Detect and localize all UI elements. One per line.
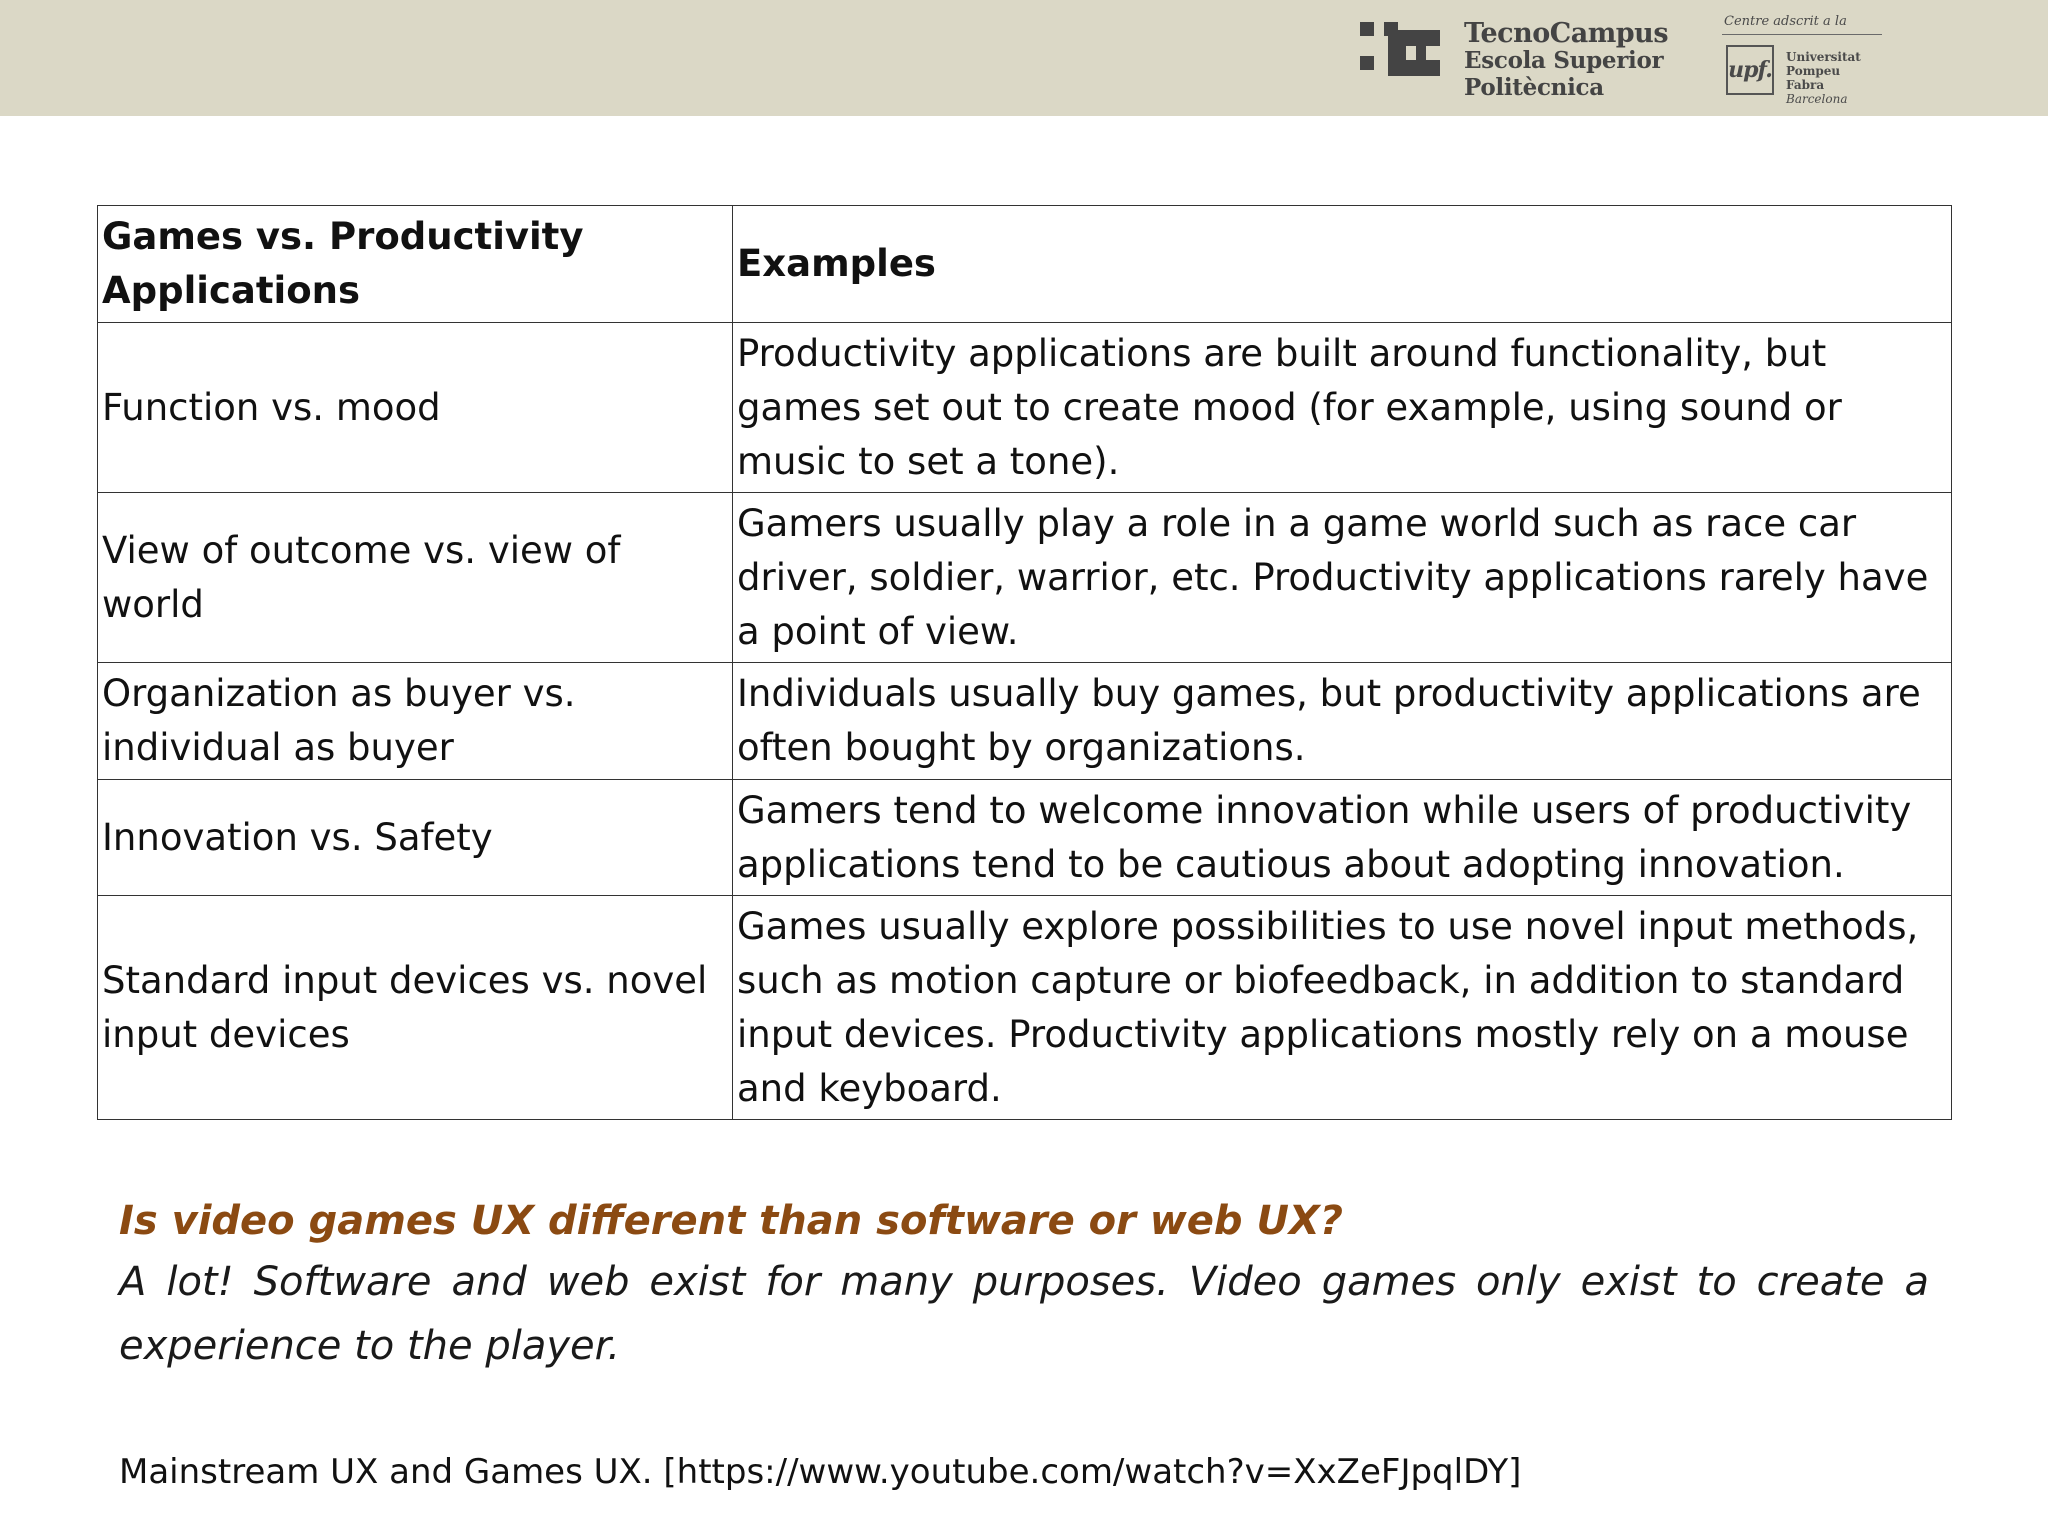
source-citation: Mainstream UX and Games UX. [https://www.youtube.com/watch?v=XxZeFJpqlDY] <box>119 1452 1522 1492</box>
comparison-table <box>97 205 1952 1120</box>
example-cell: Gamers usually play a role in a game world such as race car driver, soldier, warrior, etc. Productivity applications rarely have a point of view. <box>733 493 1952 663</box>
table-row <box>98 323 1952 493</box>
tecnocampus-line-1: Escola Superior <box>1464 47 1664 74</box>
upf-name-line-1: Universitat <box>1786 50 1861 64</box>
table-row <box>98 493 1952 663</box>
column-header-aspect: Games vs. Productivity Applications <box>98 206 733 323</box>
column-header-examples: Examples <box>733 206 1952 323</box>
tecnocampus-mark-icon <box>1360 22 1442 78</box>
tecnocampus-logo <box>1360 20 1668 100</box>
example-cell: Gamers tend to welcome innovation while users of productivity applications tend to be cautious about adopting innovation. <box>733 780 1952 896</box>
comparison-table-wrapper <box>97 205 1951 1120</box>
table-row <box>98 780 1952 896</box>
upf-name <box>1786 50 1882 106</box>
upf-divider <box>1722 34 1882 35</box>
aspect-cell: Function vs. mood <box>98 323 733 493</box>
aspect-cell: View of outcome vs. view of world <box>98 493 733 663</box>
table-header-row <box>98 206 1952 323</box>
tecnocampus-line-2: Politècnica <box>1464 74 1604 101</box>
table-row <box>98 896 1952 1120</box>
aspect-cell: Innovation vs. Safety <box>98 780 733 896</box>
upf-caption: Centre adscrit a la <box>1724 14 1847 29</box>
tecnocampus-name: TecnoCampus <box>1464 18 1669 49</box>
upf-name-line-2: Pompeu Fabra <box>1786 64 1841 92</box>
header-bar <box>0 0 2048 116</box>
example-cell: Games usually explore possibilities to use novel input methods, such as motion capture or biofeedback, in addition to standard input devices. Productivity applications mostly rely on a mouse and keyboard. <box>733 896 1952 1120</box>
aspect-cell: Standard input devices vs. novel input devices <box>98 896 733 1120</box>
upf-name-line-3: Barcelona <box>1786 92 1848 106</box>
aspect-cell: Organization as buyer vs. individual as buyer <box>98 663 733 780</box>
discussion-answer: A lot! Software and web exist for many purposes. Video games only exist to create a experience to the player. <box>119 1259 1929 1369</box>
discussion-block <box>119 1192 1929 1378</box>
upf-logo <box>1722 14 1882 104</box>
discussion-question: Is video games UX different than software or web UX? <box>119 1198 1343 1244</box>
example-cell: Individuals usually buy games, but productivity applications are often bought by organizations. <box>733 663 1952 780</box>
example-cell: Productivity applications are built around functionality, but games set out to create mood (for example, using sound or music to set a tone). <box>733 323 1952 493</box>
table-row <box>98 663 1952 780</box>
upf-mark: upf. <box>1726 45 1774 95</box>
